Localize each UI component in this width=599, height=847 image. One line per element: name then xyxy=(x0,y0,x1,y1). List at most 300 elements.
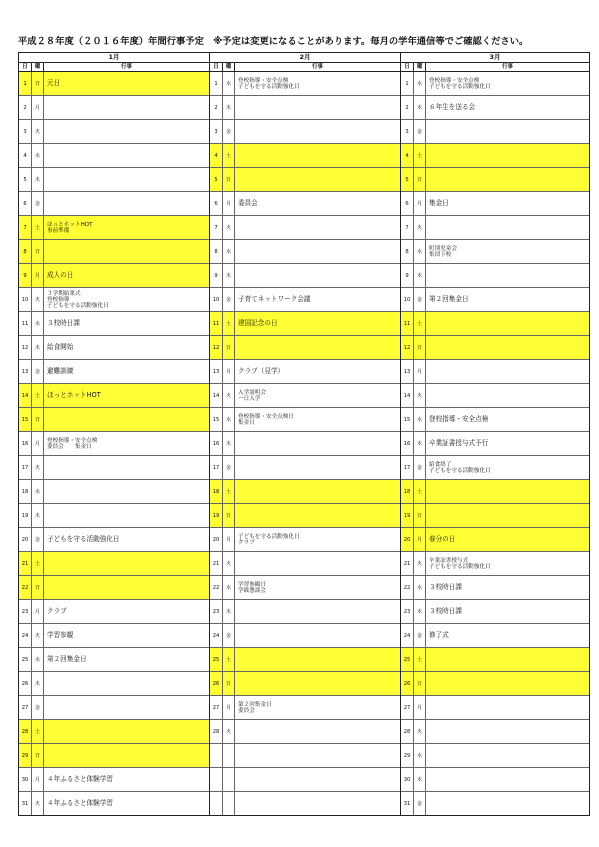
table-row xyxy=(401,120,589,144)
table-row xyxy=(19,576,209,600)
event-text xyxy=(235,672,400,695)
day-number: 15 xyxy=(210,408,223,431)
column-header-weekday: 曜 xyxy=(223,63,235,71)
weekday: 木 xyxy=(223,432,235,455)
table-row xyxy=(19,768,209,792)
table-row xyxy=(19,600,209,624)
weekday: 月 xyxy=(32,432,44,455)
event-text: 第２回集金日 委員会 xyxy=(238,701,272,714)
day-number: 10 xyxy=(210,288,223,311)
column-header-events: 行事 xyxy=(120,64,132,70)
event-text: ３学期始業式 登校指導 子どもを守る活動強化日 xyxy=(47,290,109,309)
event-text xyxy=(235,240,400,263)
weekday: 火 xyxy=(223,720,235,743)
table-row xyxy=(401,504,589,528)
table-row xyxy=(210,168,400,192)
event-text: 成人の日 xyxy=(44,264,209,287)
table-row xyxy=(401,384,589,408)
event-text xyxy=(426,312,589,335)
event-text: 第２回集金日 xyxy=(47,654,87,663)
day-number: 14 xyxy=(210,384,223,407)
day-number: 16 xyxy=(19,432,32,455)
event-text xyxy=(426,744,589,767)
weekday: 火 xyxy=(32,456,44,479)
event-text xyxy=(426,672,589,695)
weekday: 土 xyxy=(32,720,44,743)
day-number: 4 xyxy=(401,144,414,167)
event-text xyxy=(44,120,209,143)
table-row xyxy=(210,768,400,792)
day-number: 2 xyxy=(401,96,414,119)
event-text xyxy=(235,96,400,119)
weekday: 水 xyxy=(223,576,235,599)
table-row xyxy=(19,672,209,696)
day-number: 24 xyxy=(210,624,223,647)
weekday: 月 xyxy=(32,600,44,623)
table-row xyxy=(210,144,400,168)
weekday xyxy=(223,792,235,815)
weekday: 月 xyxy=(414,696,426,719)
day-number: 3 xyxy=(210,120,223,143)
event-text xyxy=(44,552,209,575)
column-headers xyxy=(19,63,209,72)
weekday: 木 xyxy=(32,336,44,359)
table-row xyxy=(19,360,209,384)
weekday: 土 xyxy=(414,648,426,671)
event-text: 子どもを守る活動強化日 xyxy=(47,534,120,543)
table-row xyxy=(19,384,209,408)
event-text: 集金日 xyxy=(429,198,449,207)
weekday: 日 xyxy=(414,504,426,527)
table-row xyxy=(19,624,209,648)
day-number: 25 xyxy=(210,648,223,671)
table-row xyxy=(401,552,589,576)
event-text xyxy=(235,648,400,671)
day-number: 3 xyxy=(19,120,32,143)
event-text: ３校時日課 xyxy=(429,582,462,591)
event-text xyxy=(44,168,209,191)
column-header-day: 日 xyxy=(19,63,32,71)
table-row xyxy=(210,672,400,696)
day-number: 30 xyxy=(19,768,32,791)
table-row xyxy=(210,720,400,744)
day-number: 23 xyxy=(19,600,32,623)
weekday: 金 xyxy=(414,456,426,479)
weekday: 土 xyxy=(223,312,235,335)
table-row xyxy=(210,264,400,288)
weekday: 木 xyxy=(414,96,426,119)
event-text xyxy=(235,144,400,167)
event-text: 卒業証書授与式 子どもを守る活動強化日 xyxy=(429,557,491,570)
event-text xyxy=(44,720,209,743)
event-text xyxy=(235,480,400,503)
month-column xyxy=(18,52,209,816)
day-number: 24 xyxy=(19,624,32,647)
table-row xyxy=(210,648,400,672)
table-row xyxy=(401,648,589,672)
day-number: 14 xyxy=(401,384,414,407)
event-text xyxy=(235,456,400,479)
table-row xyxy=(210,792,400,815)
table-row xyxy=(210,600,400,624)
table-row xyxy=(401,432,589,456)
day-number: 13 xyxy=(210,360,223,383)
day-number: 19 xyxy=(210,504,223,527)
day-number: 28 xyxy=(210,720,223,743)
table-row xyxy=(210,384,400,408)
event-text xyxy=(235,216,400,239)
day-number: 26 xyxy=(401,672,414,695)
weekday: 土 xyxy=(414,144,426,167)
day-number: 27 xyxy=(210,696,223,719)
event-text xyxy=(235,792,400,815)
day-number: 25 xyxy=(19,648,32,671)
weekday: 水 xyxy=(223,72,235,95)
table-row xyxy=(210,240,400,264)
day-number: 7 xyxy=(401,216,414,239)
weekday xyxy=(223,768,235,791)
weekday: 金 xyxy=(223,288,235,311)
day-number: 28 xyxy=(19,720,32,743)
day-number: 24 xyxy=(401,624,414,647)
weekday: 月 xyxy=(223,528,235,551)
weekday: 水 xyxy=(32,312,44,335)
table-row xyxy=(401,600,589,624)
table-row xyxy=(19,792,209,815)
weekday: 日 xyxy=(223,504,235,527)
weekday: 木 xyxy=(414,264,426,287)
weekday: 金 xyxy=(32,360,44,383)
table-row xyxy=(19,480,209,504)
day-number: 10 xyxy=(401,288,414,311)
day-number: 9 xyxy=(401,264,414,287)
event-text: 委員会 xyxy=(238,198,258,207)
event-text: ６年生を送る会 xyxy=(429,102,476,111)
weekday: 木 xyxy=(32,504,44,527)
table-row xyxy=(401,336,589,360)
weekday: 月 xyxy=(32,768,44,791)
weekday: 木 xyxy=(414,768,426,791)
table-row xyxy=(210,480,400,504)
weekday: 金 xyxy=(32,696,44,719)
day-number: 29 xyxy=(401,744,414,767)
day-number: 6 xyxy=(19,192,32,215)
table-row xyxy=(19,504,209,528)
event-text xyxy=(426,384,589,407)
table-row xyxy=(19,96,209,120)
table-row xyxy=(19,552,209,576)
day-number: 22 xyxy=(19,576,32,599)
weekday: 木 xyxy=(223,264,235,287)
day-number: 17 xyxy=(210,456,223,479)
weekday: 金 xyxy=(32,192,44,215)
event-text xyxy=(235,720,400,743)
weekday: 水 xyxy=(414,240,426,263)
day-number: 23 xyxy=(401,600,414,623)
day-number: 7 xyxy=(19,216,32,239)
weekday: 金 xyxy=(414,120,426,143)
day-number: 6 xyxy=(401,192,414,215)
day-number: 30 xyxy=(401,768,414,791)
day-number: 5 xyxy=(19,168,32,191)
table-row xyxy=(401,96,589,120)
table-row xyxy=(401,456,589,480)
event-text: 元日 xyxy=(44,72,209,95)
day-number: 4 xyxy=(210,144,223,167)
event-text: 登校指導・安全点検 子どもを守る活動強化日 xyxy=(238,77,300,90)
table-row xyxy=(401,792,589,815)
weekday: 金 xyxy=(223,120,235,143)
weekday: 水 xyxy=(414,576,426,599)
event-text xyxy=(235,624,400,647)
day-number: 19 xyxy=(401,504,414,527)
weekday: 水 xyxy=(414,72,426,95)
day-number: 15 xyxy=(401,408,414,431)
table-row xyxy=(401,576,589,600)
event-text xyxy=(426,168,589,191)
day-number: 13 xyxy=(19,360,32,383)
day-number: 2 xyxy=(19,96,32,119)
day-number: 8 xyxy=(210,240,223,263)
table-row xyxy=(401,408,589,432)
table-row xyxy=(401,144,589,168)
table-row xyxy=(210,360,400,384)
weekday: 金 xyxy=(414,624,426,647)
day-number: 5 xyxy=(401,168,414,191)
day-number: 15 xyxy=(19,408,32,431)
event-text xyxy=(426,696,589,719)
event-text: 登校指導・安全点検 委員会 集金日 xyxy=(47,437,98,450)
table-row xyxy=(19,192,209,216)
weekday: 月 xyxy=(223,360,235,383)
day-number: 8 xyxy=(401,240,414,263)
table-row xyxy=(210,528,400,552)
weekday: 火 xyxy=(32,624,44,647)
weekday: 木 xyxy=(32,672,44,695)
weekday: 月 xyxy=(414,528,426,551)
weekday: 火 xyxy=(414,720,426,743)
weekday: 日 xyxy=(414,336,426,359)
day-number: 28 xyxy=(401,720,414,743)
day-number: 26 xyxy=(19,672,32,695)
weekday: 日 xyxy=(32,72,44,95)
weekday: 月 xyxy=(32,96,44,119)
day-number: 22 xyxy=(401,576,414,599)
weekday: 水 xyxy=(414,744,426,767)
weekday: 土 xyxy=(32,384,44,407)
table-row xyxy=(401,720,589,744)
weekday: 日 xyxy=(223,672,235,695)
column-headers xyxy=(210,63,400,72)
day-number: 11 xyxy=(19,312,32,335)
table-row xyxy=(401,72,589,96)
weekday: 土 xyxy=(223,144,235,167)
day-number: 9 xyxy=(19,264,32,287)
weekday: 木 xyxy=(32,168,44,191)
weekday: 月 xyxy=(32,264,44,287)
table-row xyxy=(210,192,400,216)
column-headers xyxy=(401,63,589,72)
table-row xyxy=(210,120,400,144)
day-number: 11 xyxy=(401,312,414,335)
weekday: 水 xyxy=(32,480,44,503)
day-number xyxy=(210,744,223,767)
table-row xyxy=(19,288,209,312)
table-row xyxy=(210,288,400,312)
day-number: 23 xyxy=(210,600,223,623)
day-number: 1 xyxy=(401,72,414,95)
event-text xyxy=(426,720,589,743)
event-text xyxy=(44,240,209,263)
weekday: 土 xyxy=(414,312,426,335)
table-row xyxy=(210,576,400,600)
weekday: 火 xyxy=(32,288,44,311)
day-number: 12 xyxy=(210,336,223,359)
month-header: 3月 xyxy=(401,53,589,63)
day-number: 18 xyxy=(19,480,32,503)
table-row xyxy=(401,192,589,216)
event-text xyxy=(44,456,209,479)
day-number xyxy=(210,792,223,815)
table-row xyxy=(210,552,400,576)
event-text xyxy=(426,336,589,359)
table-row xyxy=(401,528,589,552)
event-text: 入学説明会 一日入学 xyxy=(238,389,266,402)
event-text xyxy=(426,360,589,383)
event-text: ４年ふるさと体験学習 xyxy=(47,774,113,783)
day-number: 3 xyxy=(401,120,414,143)
month-header: 2月 xyxy=(210,53,400,63)
column-header-weekday: 曜 xyxy=(32,63,44,71)
weekday: 日 xyxy=(32,408,44,431)
day-number: 19 xyxy=(19,504,32,527)
event-text xyxy=(235,552,400,575)
page-title: 平成２８年度（２０１６年度）年間行事予定 ※予定は変更になることがあります。毎月の学年通信等でご確認ください。 xyxy=(18,36,529,47)
day-number: 27 xyxy=(19,696,32,719)
day-number: 16 xyxy=(401,432,414,455)
weekday: 木 xyxy=(414,600,426,623)
table-row xyxy=(210,216,400,240)
event-text: 建国記念の日 xyxy=(235,312,400,335)
day-number: 20 xyxy=(210,528,223,551)
table-row xyxy=(401,744,589,768)
table-row xyxy=(19,744,209,768)
table-row xyxy=(19,168,209,192)
table-row xyxy=(19,264,209,288)
event-text: ３校時日課 xyxy=(47,318,80,327)
event-text xyxy=(44,576,209,599)
event-text: 修了式 xyxy=(429,630,449,639)
event-text xyxy=(426,768,589,791)
weekday: 月 xyxy=(223,696,235,719)
event-text xyxy=(235,600,400,623)
weekday: 日 xyxy=(32,576,44,599)
event-text xyxy=(44,144,209,167)
event-text xyxy=(235,336,400,359)
day-number: 9 xyxy=(210,264,223,287)
day-number: 31 xyxy=(401,792,414,815)
column-header-day: 日 xyxy=(210,63,223,71)
weekday: 土 xyxy=(32,552,44,575)
weekday: 水 xyxy=(223,408,235,431)
event-text: ほっとホットHOT xyxy=(44,384,209,407)
event-text: 子どもを守る活動強化日 クラブ xyxy=(238,533,300,546)
month-column xyxy=(209,52,400,816)
weekday: 火 xyxy=(414,552,426,575)
event-text xyxy=(426,120,589,143)
table-row xyxy=(210,624,400,648)
event-text xyxy=(44,192,209,215)
event-text xyxy=(235,744,400,767)
weekday: 金 xyxy=(223,624,235,647)
event-text xyxy=(44,672,209,695)
table-row xyxy=(19,216,209,240)
weekday: 月 xyxy=(414,192,426,215)
table-row xyxy=(19,696,209,720)
table-row xyxy=(19,336,209,360)
table-row xyxy=(19,144,209,168)
table-row xyxy=(19,408,209,432)
event-text: ほっとホットHOT 事前準備 xyxy=(44,216,209,239)
weekday: 金 xyxy=(32,528,44,551)
table-row xyxy=(210,696,400,720)
table-row xyxy=(401,216,589,240)
event-text: 卒業証書授与式予行 xyxy=(429,438,489,447)
weekday: 土 xyxy=(223,648,235,671)
month-column xyxy=(400,52,590,816)
day-number: 17 xyxy=(401,456,414,479)
table-row xyxy=(401,672,589,696)
weekday: 金 xyxy=(223,456,235,479)
day-number: 1 xyxy=(19,72,32,95)
table-row xyxy=(401,624,589,648)
table-row xyxy=(401,168,589,192)
event-text: 給食開始 xyxy=(47,342,74,351)
event-text xyxy=(44,696,209,719)
day-number: 2 xyxy=(210,96,223,119)
event-text xyxy=(426,216,589,239)
day-number: 8 xyxy=(19,240,32,263)
event-text xyxy=(235,120,400,143)
table-row xyxy=(19,648,209,672)
calendar-table xyxy=(18,52,590,816)
event-text xyxy=(235,264,400,287)
table-row xyxy=(19,312,209,336)
event-text: 春分の日 xyxy=(426,528,589,551)
weekday: 日 xyxy=(32,744,44,767)
column-header-events: 行事 xyxy=(501,64,513,70)
table-row xyxy=(19,120,209,144)
weekday: 火 xyxy=(414,216,426,239)
event-text xyxy=(235,768,400,791)
day-number: 21 xyxy=(19,552,32,575)
table-row xyxy=(401,480,589,504)
table-row xyxy=(210,96,400,120)
weekday xyxy=(223,744,235,767)
event-text: ３校時日課 xyxy=(429,606,462,615)
table-row xyxy=(210,456,400,480)
day-number: 17 xyxy=(19,456,32,479)
table-row xyxy=(401,288,589,312)
weekday: 火 xyxy=(32,120,44,143)
weekday: 木 xyxy=(414,432,426,455)
event-text xyxy=(235,504,400,527)
table-row xyxy=(210,72,400,96)
event-text xyxy=(235,168,400,191)
table-row xyxy=(401,264,589,288)
weekday: 金 xyxy=(414,288,426,311)
table-row xyxy=(19,456,209,480)
